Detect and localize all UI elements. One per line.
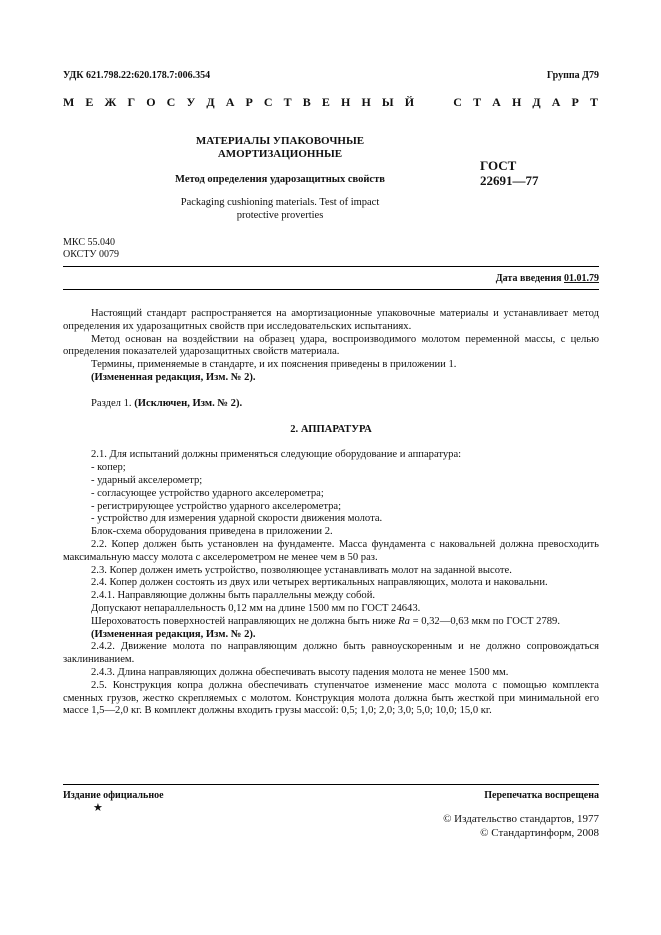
spacer <box>63 411 599 424</box>
banner-letter: А <box>225 95 236 109</box>
roughness-value: = 0,32—0,63 мкм по ГОСТ 2789. <box>409 615 560 627</box>
clause-2-4-1: 2.4.1. Направляющие должны быть параллельны между собой. <box>91 590 376 602</box>
clause-2-2: 2.2. Копер должен быть установлен на фундаменте. Масса фундамента с наковальней должна превосходить максимальную массу молота с акселерометром не менее чем в 50 раз. <box>63 538 599 563</box>
banner-letter: С <box>166 95 177 109</box>
clause-2-4-1-roughness <box>63 616 599 629</box>
spacer <box>63 385 599 398</box>
official-edition: Издание официальное <box>63 790 164 801</box>
title-ru-line1: МАТЕРИАЛЫ УПАКОВОЧНЫЕ <box>195 135 365 147</box>
divider <box>63 266 599 267</box>
clause-2-4-1-tolerance: Допускают непараллельность 0,12 мм на длине 1500 мм по ГОСТ 24643. <box>91 602 421 614</box>
list-item: - ударный акселерометр; <box>91 474 203 486</box>
banner-letter: Р <box>571 95 580 109</box>
banner-letter: Й <box>404 95 416 109</box>
clause-2-4-3: 2.4.3. Длина направляющих должна обеспечивать высоту падения молота не менее 1500 мм. <box>91 666 509 678</box>
group-code: Группа Д79 <box>546 70 599 81</box>
banner-letter: Т <box>589 95 599 109</box>
list-item: - регистрирующее устройство ударного акселерометра; <box>91 500 342 512</box>
banner-letter: А <box>492 95 502 109</box>
gost-label: ГОСТ <box>480 158 517 173</box>
footer-divider <box>63 784 599 785</box>
banner-letter: Д <box>532 95 542 109</box>
amendment-note: (Измененная редакция, Изм. № 2). <box>91 628 256 640</box>
copyright-1977: © Издательство стандартов, 1977 <box>443 813 599 825</box>
document-body <box>63 308 599 718</box>
spacer <box>63 436 599 449</box>
amendment-note: (Измененная редакция, Изм. № 2). <box>91 371 256 383</box>
list-item: - копер; <box>91 462 126 474</box>
banner-letter: Р <box>245 95 254 109</box>
roughness-text: Шероховатость поверхностей направляющих не должна быть ниже <box>91 615 399 627</box>
title-en-line1: Packaging cushioning materials. Test of impact <box>180 197 380 208</box>
mks-code: МКС 55.040 <box>63 237 115 248</box>
effective-date <box>496 273 599 284</box>
interstate-standard-banner <box>63 95 599 110</box>
title-en-line2: protective proverties <box>236 210 324 221</box>
banner-spacer <box>425 95 443 110</box>
banner-letter: О <box>146 95 157 109</box>
star-icon: ★ <box>93 802 103 814</box>
okstu-code: ОКСТУ 0079 <box>63 249 120 260</box>
section-2-heading: 2. АППАРАТУРА <box>290 423 372 435</box>
gost-number: 22691—77 <box>480 173 539 188</box>
banner-letter: А <box>551 95 562 109</box>
paragraph-scope: Настоящий стандарт распространяется на амортизационные упаковочные материалы и устанавливает метод определения их ударозащитных свойств при исследовательских испытаниях. <box>63 308 599 332</box>
banner-letter: Д <box>206 95 216 109</box>
banner-letter: Н <box>361 95 372 109</box>
paragraph-terms: Термины, применяемые в стандарте, и их пояснения приведены в приложении 1. <box>91 359 457 371</box>
clause-2-3: 2.3. Копер должен иметь устройство, позволяющее устанавливать молот на заданной высоте. <box>91 564 512 576</box>
section-1-excluded: (Исключен, Изм. № 2). <box>134 397 243 409</box>
section-1-note <box>63 398 599 411</box>
banner-letter: Т <box>283 95 293 109</box>
banner-letter: Е <box>85 95 95 109</box>
ra-symbol: Ra <box>398 615 410 627</box>
banner-letter: С <box>263 95 274 109</box>
date-value: 01.01.79 <box>564 273 599 284</box>
banner-letter: В <box>302 95 312 109</box>
subtitle-ru: Метод определения ударозащитных свойств <box>175 174 385 185</box>
title-en <box>130 196 430 222</box>
banner-letter: Т <box>473 95 483 109</box>
banner-letter: Г <box>127 95 137 109</box>
banner-letter: М <box>63 95 76 109</box>
clause-2-1-block-diagram: Блок-схема оборудования приведена в приложении 2. <box>91 526 333 538</box>
banner-letter: Н <box>511 95 523 109</box>
banner-letter: С <box>453 95 463 109</box>
clause-2-1: 2.1. Для испытаний должны применяться следующие оборудование и аппаратура: <box>91 449 462 461</box>
divider <box>63 289 599 290</box>
banner-letter: Н <box>341 95 352 109</box>
copyright-2008: © Стандартинформ, 2008 <box>480 827 599 839</box>
title-ru-line2: АМОРТИЗАЦИОННЫЕ <box>217 148 343 160</box>
clause-2-5: 2.5. Конструкция копра должна обеспечивать ступенчатое изменение масс молота с помощью комплекта сменных грузов, жестко скрепляемых с молотом. Конструкция молота должна быть жесткой при минимальной его массе 1,5—2,0 кг. В комплект должны входить грузы массой: 0,5; 1,0; 2,0; 3,0; 5,0; 10,0; 15,0 кг. <box>63 679 599 717</box>
section-1-prefix: Раздел 1. <box>91 397 135 409</box>
clause-2-4: 2.4. Копер должен состоять из двух или четырех вертикальных направляющих, молота и наковальни. <box>91 577 548 589</box>
banner-letter: Ы <box>381 95 395 109</box>
list-item: - согласующее устройство ударного акселерометра; <box>91 487 324 499</box>
banner-letter: У <box>186 95 197 109</box>
reprint-prohibited: Перепечатка воспрещена <box>484 790 599 801</box>
clause-2-4-2: 2.4.2. Движение молота по направляющим должно быть равноускоренным и не должно сопровождаться заклиниванием. <box>63 641 599 666</box>
date-label: Дата введения <box>495 273 564 284</box>
banner-letter: Ж <box>104 95 118 109</box>
gost-number-block <box>480 158 539 188</box>
copyright-block <box>443 812 599 840</box>
udk-code: УДК 621.798.22:620.178.7:006.354 <box>63 70 211 81</box>
title-block <box>130 135 430 222</box>
paragraph-method: Метод основан на воздействии на образец удара, воспроизводимого молотом переменной массы, с целью определения показателей ударозащитных свойств материала. <box>63 333 599 358</box>
banner-letter: Е <box>321 95 331 109</box>
list-item: - устройство для измерения ударной скорости движения молота. <box>91 513 383 525</box>
classification-codes <box>63 237 119 261</box>
